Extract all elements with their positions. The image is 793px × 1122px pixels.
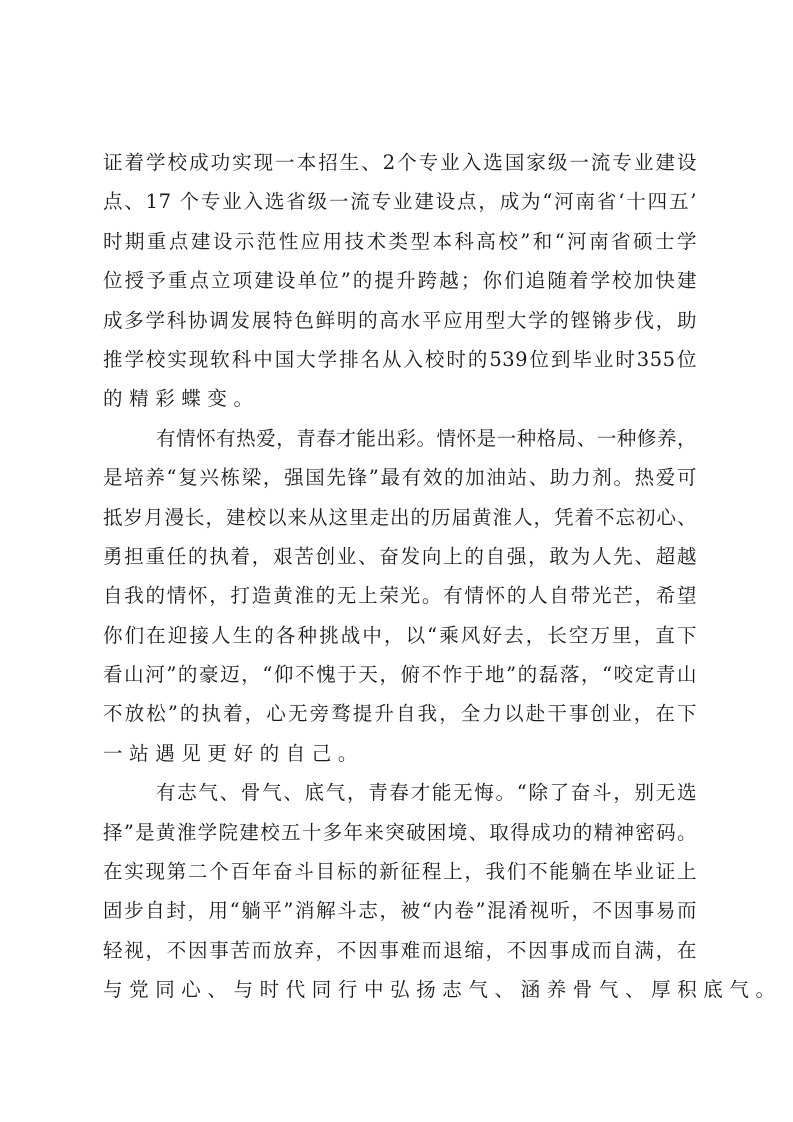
text-line: 自我的情怀，打造黄淮的无上荣光。有情怀的人自带光芒，希望 xyxy=(103,584,697,608)
text-line: 有情怀有热爱，青春才能出彩。情怀是一种格局、一种修养， xyxy=(156,426,697,450)
text-line: 点、17 个专业入选省级一流专业建设点，成为“河南省‘十四五’ xyxy=(103,190,697,214)
text-line: 轻视，不因事苦而放弃，不因事难而退缩，不因事成而自满，在 xyxy=(103,938,697,962)
text-line: 与党同心、与时代同行中弘扬志气、涵养骨气、厚积底气。 xyxy=(103,978,782,1002)
text-line: 看山河”的豪迈，“仰不愧于天，俯不怍于地”的磊落，“咬定青山 xyxy=(103,663,697,687)
paragraph-3 xyxy=(103,773,782,1009)
text-line: 成多学科协调发展特色鲜明的高水平应用型大学的铿锵步伐，助 xyxy=(103,308,697,332)
text-line: 时期重点建设示范性应用技术类型本科高校”和“河南省硕士学 xyxy=(103,229,697,253)
text-line: 固步自封，用“躺平”消解斗志，被“内卷”混淆视听，不因事易而 xyxy=(103,899,697,923)
text-line: 在实现第二个百年奋斗目标的新征程上，我们不能躺在毕业证上 xyxy=(103,860,697,884)
paragraph-2 xyxy=(103,419,697,774)
text-line: 有志气、骨气、底气，青春才能无悔。“除了奋斗，别无选 xyxy=(156,781,697,805)
text-line: 推学校实现软科中国大学排名从入校时的539位到毕业时355位 xyxy=(103,347,697,371)
text-line: 一站遇见更好的自己。 xyxy=(103,741,365,765)
text-line: 位授予重点立项建设单位”的提升跨越；你们追随着学校加快建 xyxy=(103,269,697,293)
text-line: 是培养“复兴栋梁，强国先锋”最有效的加油站、助力剂。热爱可 xyxy=(103,466,697,490)
text-line: 不放松”的执着，心无旁骛提升自我，全力以赴干事创业，在下 xyxy=(103,702,697,726)
paragraph-1 xyxy=(103,143,697,419)
text-line: 你们在迎接人生的各种挑战中，以“乘风好去，长空万里，直下 xyxy=(103,623,697,647)
document-page xyxy=(103,143,782,1010)
text-line: 证着学校成功实现一本招生、2个专业入选国家级一流专业建设 xyxy=(103,151,697,174)
text-line: 的精彩蝶变。 xyxy=(103,387,260,411)
text-line: 抵岁月漫长，建校以来从这里走出的历届黄淮人，凭着不忘初心、 xyxy=(103,505,697,529)
text-line: 勇担重任的执着，艰苦创业、奋发向上的自强，敢为人先、超越 xyxy=(103,544,697,568)
text-line: 择”是黄淮学院建校五十多年来突破困境、取得成功的精神密码。 xyxy=(103,820,697,844)
